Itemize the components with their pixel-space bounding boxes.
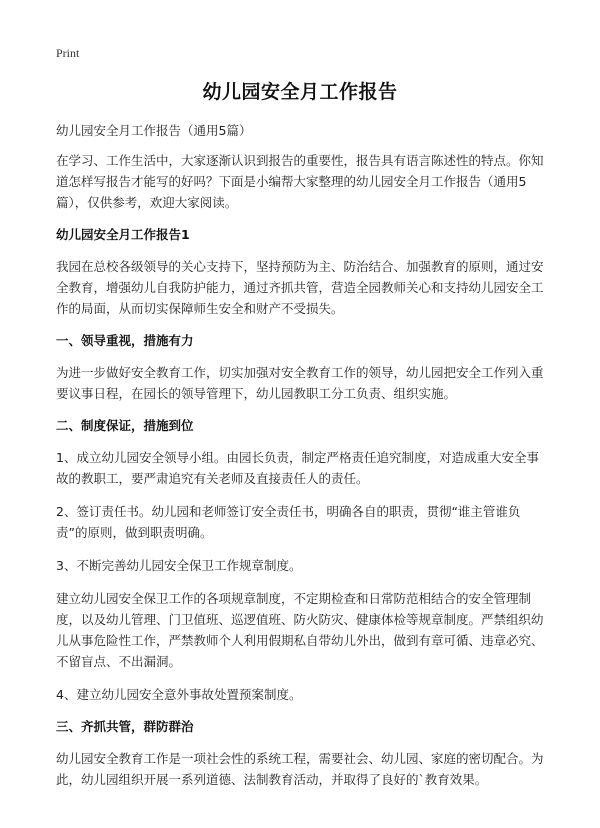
list-item: 2、签订责任书。幼儿园和老师签订安全责任书，明确各自的职责，贯彻“谁主管谁负责”的原则，做到职责明确。 [56,504,521,540]
print-link[interactable]: Print [56,46,80,60]
section-title: 幼儿园安全月工作报告1 [56,227,190,242]
heading-system: 二、制度保证，措施到位 [56,418,194,433]
intro-paragraph: 在学习、工作生活中，大家逐渐认识到报告的重要性，报告具有语言陈述性的特点。你知道怎样写报告才能写的好吗？下面是小编帮大家整理的幼儿园安全月工作报告（通用5篇），仅供参考，欢迎大家阅读。 [56,153,544,210]
document-subtitle: 幼儿园安全月工作报告（通用5篇） [56,123,252,138]
cooperation-paragraph: 幼儿园安全教育工作是一项社会性的系统工程，需要社会、幼儿园、家庭的密切配合。为此，幼儿园组织开展一系列道德、法制教育活动，并取得了良好的`教育效果。 [56,751,544,787]
list-item: 3、不断完善幼儿园安全保卫工作规章制度。 [56,558,302,573]
page-title: 幼儿园安全月工作报告 [202,81,398,103]
document-body [56,120,550,802]
section-intro-paragraph: 我园在总校各级领导的关心支持下，坚持预防为主、防治结合、加强教育的原则，通过安全教育，增强幼儿自我防护能力，通过齐抓共管，营造全园教师关心和支持幼儿园安全工作的局面，从而切实保障师生安全和财产不受损失。 [56,259,544,316]
leadership-paragraph: 为进一步做好安全教育工作，切实加强对安全教育工作的领导，幼儿园把安全工作列入重要议事日程，在园长的领导管理下，幼儿园教职工分工负责、组织实施。 [56,365,544,401]
rules-paragraph: 建立幼儿园安全保卫工作的各项规章制度，不定期检查和日常防范相结合的安全管理制度，以及幼儿管理、门卫值班、巡逻值班、防火防灾、健康体检等规章制度。严禁组织幼儿从事危险性工作，严禁教师个人利用假期私自带幼儿外出，做到有章可循、违章必究、不留盲点、不出漏洞。 [56,591,544,669]
list-item: 4、建立幼儿园安全意外事故处置预案制度。 [56,687,302,702]
heading-leadership: 一、领导重视，措施有力 [56,333,194,348]
heading-cooperation: 三、齐抓共管，群防群治 [56,719,194,734]
list-item: 1、成立幼儿园安全领导小组。由园长负责，制定严格责任追究制度，对造成重大安全事故的教职工，要严肃追究有关老师及直接责任人的责任。 [56,450,539,486]
